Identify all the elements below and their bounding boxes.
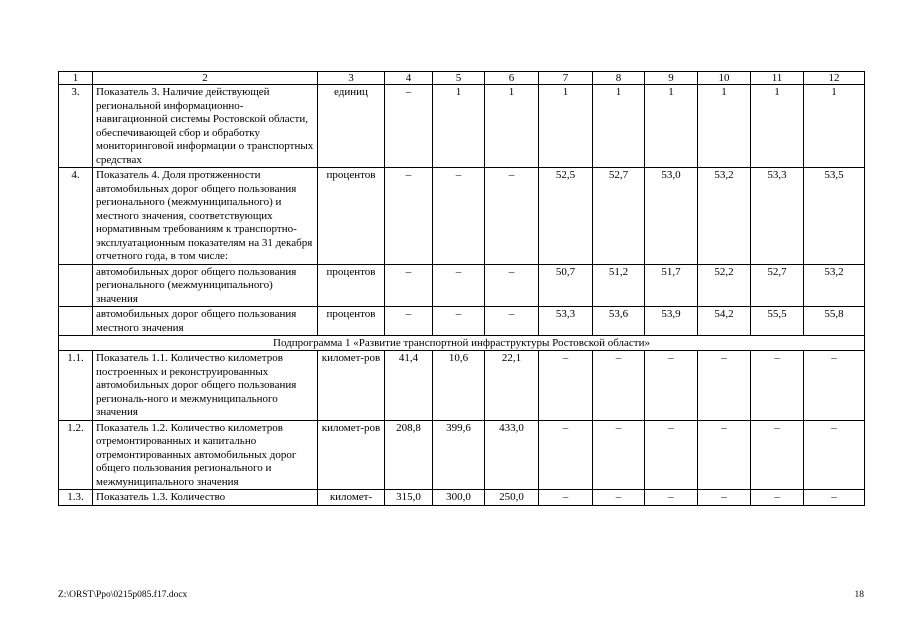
value-cell: –	[804, 490, 865, 506]
row-number	[59, 307, 93, 336]
value-cell: 53,5	[804, 168, 865, 265]
value-cell: –	[485, 264, 539, 307]
table-row	[59, 264, 865, 307]
value-cell: 1	[485, 85, 539, 168]
unit-cell: процентов	[318, 264, 385, 307]
value-cell: –	[645, 351, 698, 421]
value-cell: 52,5	[539, 168, 593, 265]
value-cell: –	[385, 264, 433, 307]
header-cell: 2	[93, 72, 318, 85]
table-header-row	[59, 72, 865, 85]
value-cell: 53,2	[804, 264, 865, 307]
value-cell: 1	[433, 85, 485, 168]
value-cell: 52,7	[593, 168, 645, 265]
value-cell: 250,0	[485, 490, 539, 506]
table-row	[59, 168, 865, 265]
indicator-name: автомобильных дорог общего пользования регионального (межмуниципального) значения	[93, 264, 318, 307]
unit-cell: процентов	[318, 168, 385, 265]
value-cell: 53,2	[698, 168, 751, 265]
value-cell: 41,4	[385, 351, 433, 421]
unit-cell: километ-ров	[318, 420, 385, 490]
value-cell: –	[539, 351, 593, 421]
value-cell: –	[593, 420, 645, 490]
row-number	[59, 264, 93, 307]
header-cell: 7	[539, 72, 593, 85]
value-cell: –	[433, 307, 485, 336]
value-cell: 22,1	[485, 351, 539, 421]
table-row	[59, 420, 865, 490]
indicator-name: Показатель 1.3. Количество	[93, 490, 318, 506]
value-cell: 433,0	[485, 420, 539, 490]
indicator-name: Показатель 4. Доля протяженности автомобильных дорог общего пользования регионального (межмуниципального) и местного значения, соответствующих нормативным требованиям к транспортно-эксплуатационным показателям на 31 декабря отчетного года, в том числе:	[93, 168, 318, 265]
footer-file-path: Z:\ORST\Ppo\0215p085.f17.docx	[58, 590, 188, 600]
value-cell: 53,3	[751, 168, 804, 265]
header-cell: 9	[645, 72, 698, 85]
value-cell: –	[751, 351, 804, 421]
indicator-name: Показатель 1.2. Количество километров отремонтированных и капитально отремонтированных автомобильных дорог общего пользования регионального и межмуниципального значения	[93, 420, 318, 490]
value-cell: 53,3	[539, 307, 593, 336]
value-cell: –	[593, 490, 645, 506]
table-row	[59, 351, 865, 421]
header-cell: 3	[318, 72, 385, 85]
header-cell: 8	[593, 72, 645, 85]
value-cell: 53,6	[593, 307, 645, 336]
value-cell: –	[485, 168, 539, 265]
row-number: 4.	[59, 168, 93, 265]
value-cell: –	[645, 420, 698, 490]
header-cell: 12	[804, 72, 865, 85]
value-cell: 52,7	[751, 264, 804, 307]
row-number: 3.	[59, 85, 93, 168]
value-cell: –	[433, 264, 485, 307]
value-cell: 1	[539, 85, 593, 168]
value-cell: 315,0	[385, 490, 433, 506]
value-cell: 1	[698, 85, 751, 168]
value-cell: 53,0	[645, 168, 698, 265]
value-cell: 52,2	[698, 264, 751, 307]
value-cell: –	[593, 351, 645, 421]
value-cell: –	[385, 85, 433, 168]
value-cell: –	[385, 307, 433, 336]
section-title: Подпрограмма 1 «Развитие транспортной инфраструктуры Ростовской области»	[59, 336, 865, 351]
value-cell: 54,2	[698, 307, 751, 336]
header-cell: 6	[485, 72, 539, 85]
indicator-name: Показатель 1.1. Количество километров построенных и реконструированных автомобильных дорог общего пользования региональ-ного и межмуниципального значения	[93, 351, 318, 421]
value-cell: –	[385, 168, 433, 265]
value-cell: 1	[645, 85, 698, 168]
value-cell: 208,8	[385, 420, 433, 490]
header-cell: 5	[433, 72, 485, 85]
unit-cell: километ-ров	[318, 351, 385, 421]
row-number: 1.2.	[59, 420, 93, 490]
value-cell: 1	[751, 85, 804, 168]
header-cell: 4	[385, 72, 433, 85]
value-cell: –	[698, 351, 751, 421]
value-cell: –	[433, 168, 485, 265]
value-cell: –	[804, 420, 865, 490]
value-cell: –	[698, 490, 751, 506]
section-row	[59, 336, 865, 351]
table-row	[59, 307, 865, 336]
table-body	[59, 72, 865, 506]
value-cell: –	[539, 490, 593, 506]
row-number: 1.1.	[59, 351, 93, 421]
value-cell: 399,6	[433, 420, 485, 490]
value-cell: 51,2	[593, 264, 645, 307]
unit-cell: единиц	[318, 85, 385, 168]
value-cell: 1	[593, 85, 645, 168]
indicator-name: Показатель 3. Наличие действующей региональной информационно-навигационной системы Ростовской области, обеспечивающей сбор и обработку мониторинговой информации о транспортных средствах	[93, 85, 318, 168]
value-cell: –	[751, 490, 804, 506]
page-number: 18	[854, 590, 864, 600]
unit-cell: процентов	[318, 307, 385, 336]
value-cell: –	[539, 420, 593, 490]
value-cell: –	[485, 307, 539, 336]
value-cell: 300,0	[433, 490, 485, 506]
header-cell: 1	[59, 72, 93, 85]
value-cell: –	[645, 490, 698, 506]
header-cell: 11	[751, 72, 804, 85]
table-row	[59, 490, 865, 506]
value-cell: –	[751, 420, 804, 490]
value-cell: 10,6	[433, 351, 485, 421]
value-cell: 53,9	[645, 307, 698, 336]
value-cell: 50,7	[539, 264, 593, 307]
table-row	[59, 85, 865, 168]
value-cell: 51,7	[645, 264, 698, 307]
value-cell: 1	[804, 85, 865, 168]
indicators-table	[58, 71, 865, 506]
value-cell: 55,8	[804, 307, 865, 336]
row-number: 1.3.	[59, 490, 93, 506]
unit-cell: километ-	[318, 490, 385, 506]
header-cell: 10	[698, 72, 751, 85]
indicator-name: автомобильных дорог общего пользования местного значения	[93, 307, 318, 336]
value-cell: 55,5	[751, 307, 804, 336]
value-cell: –	[804, 351, 865, 421]
value-cell: –	[698, 420, 751, 490]
